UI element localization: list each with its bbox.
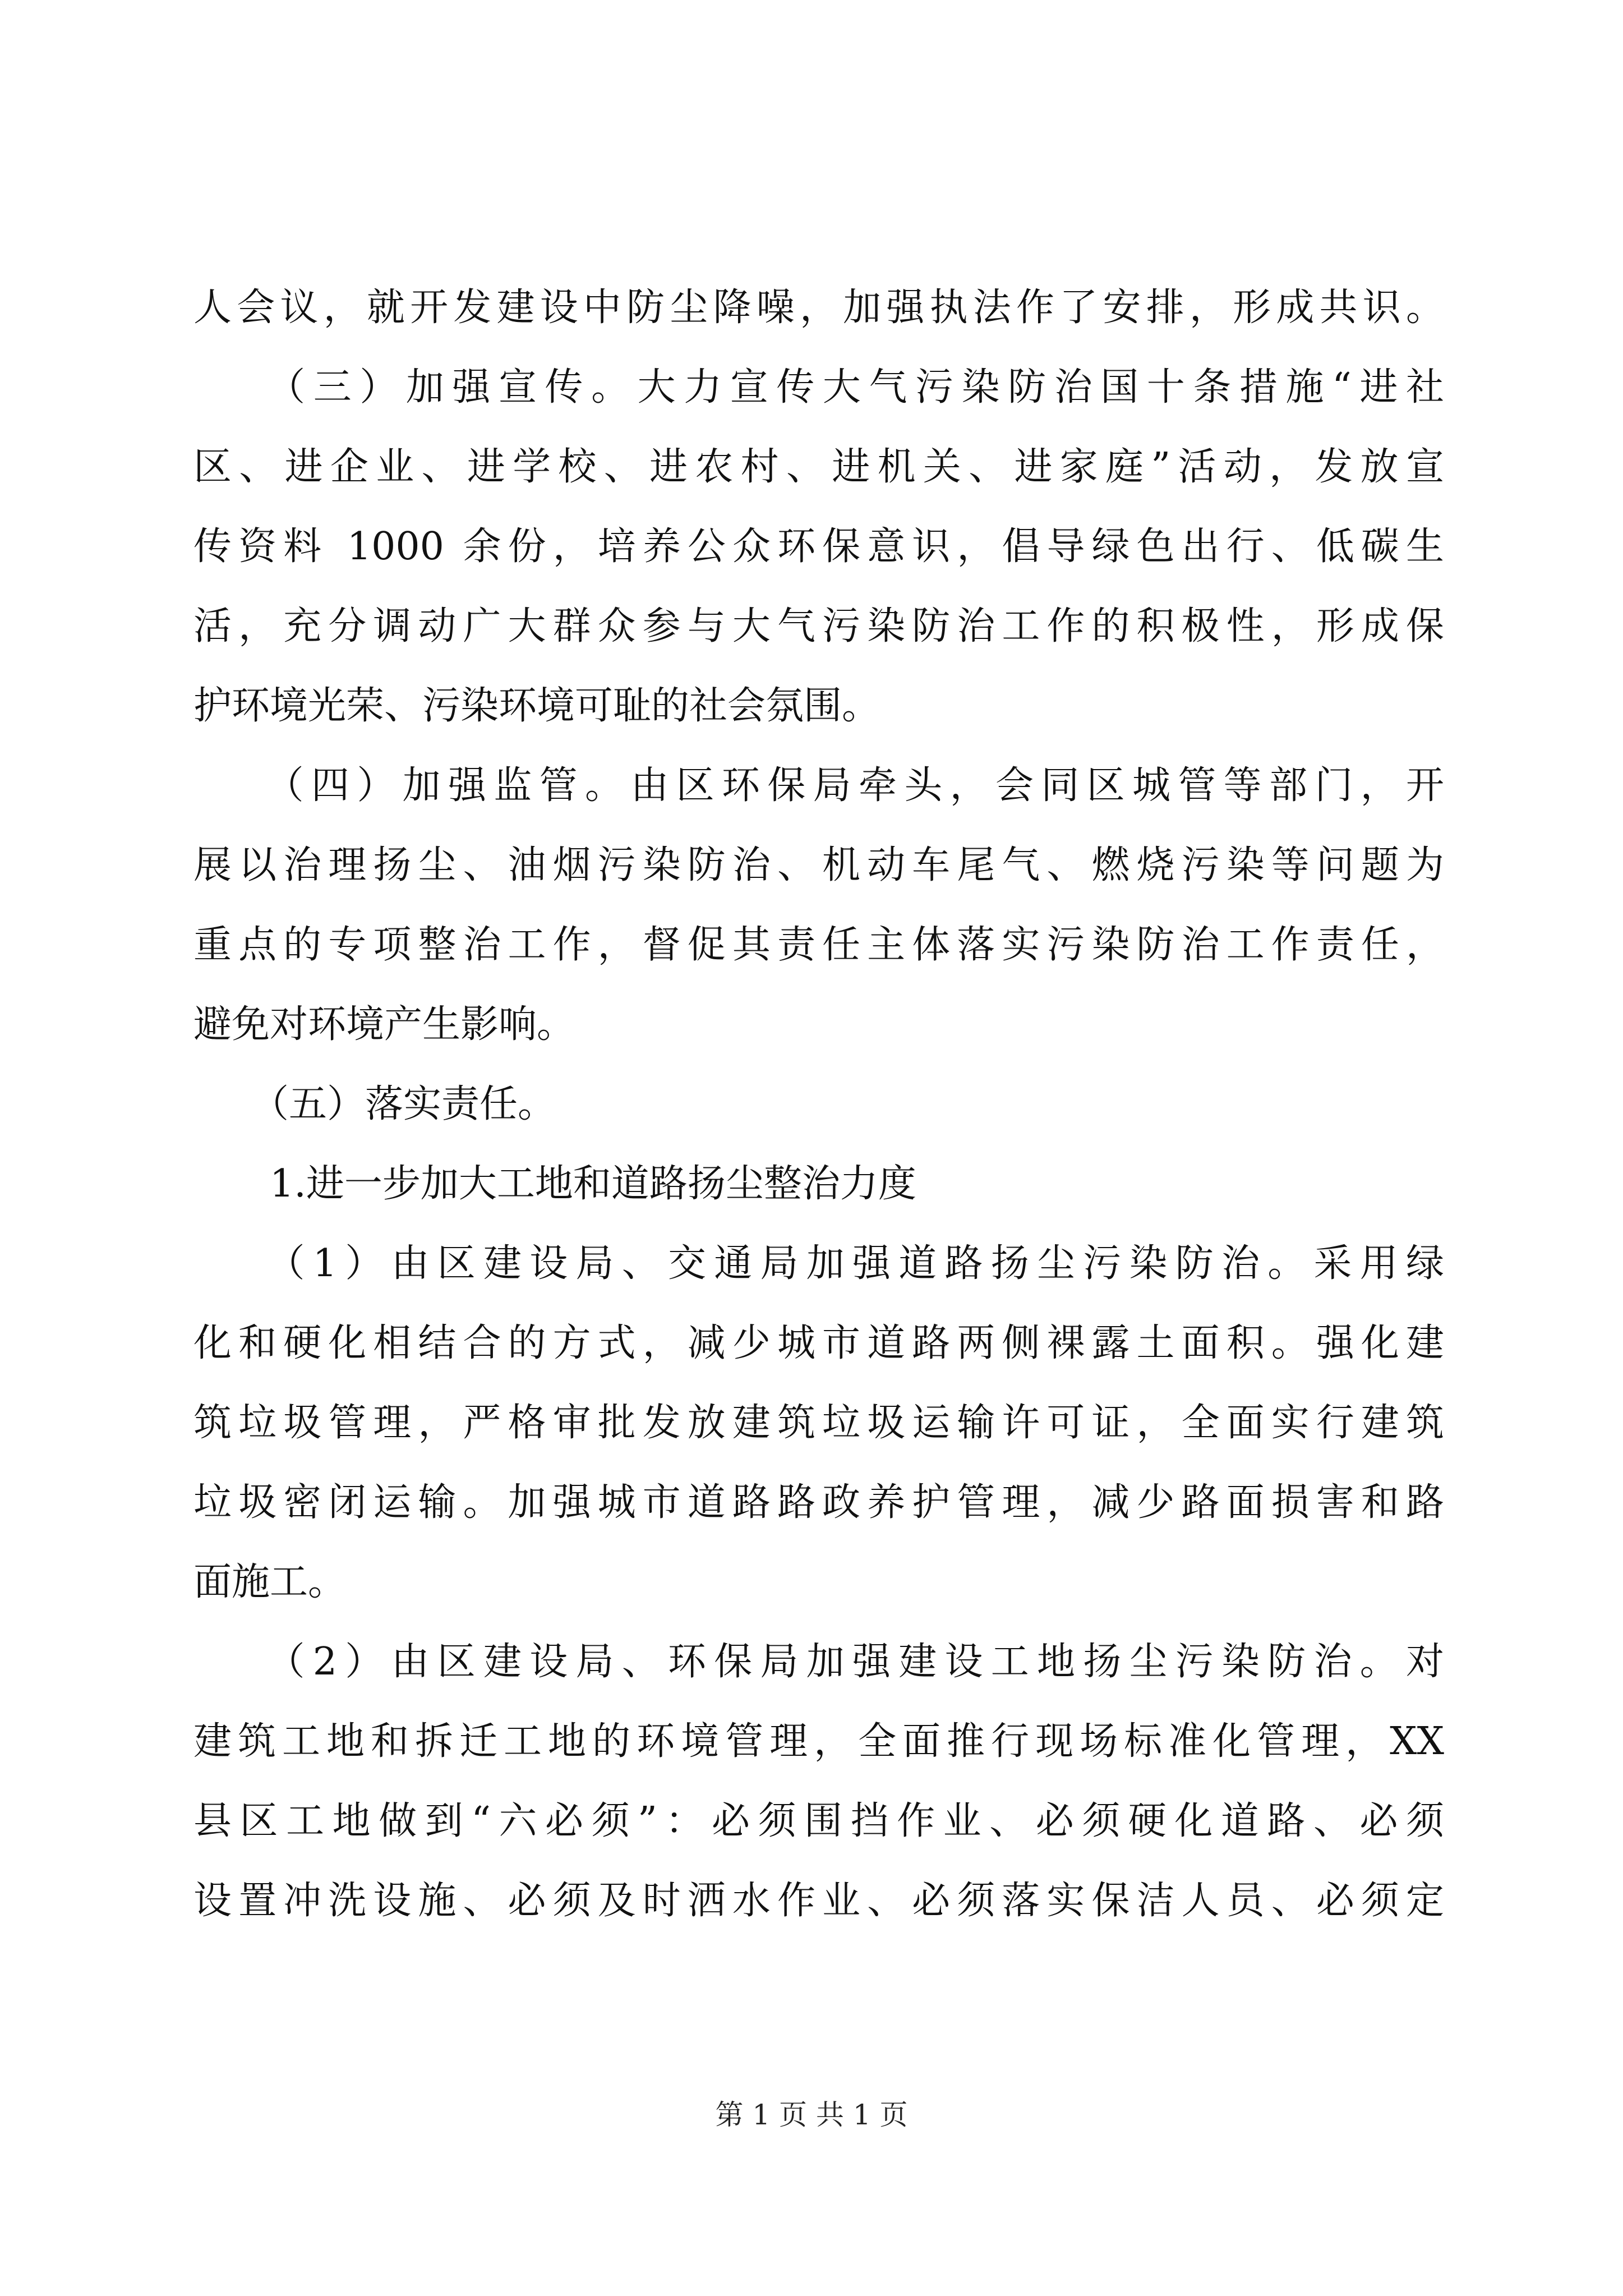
text-line: 面施工。 <box>193 1560 347 1604</box>
text-line: （三）加强宣传。大力宣传大气污染防治国十条措施“进社 <box>193 365 1444 409</box>
text-line: 设置冲洗设施、必须及时洒水作业、必须落实保洁人员、必须定 <box>193 1879 1444 1923</box>
page-footer <box>0 2095 1623 2134</box>
text-line: 护环境光荣、污染环境可耻的社会氛围。 <box>193 684 880 728</box>
text-line: 垃圾密闭运输。加强城市道路路政养护管理，减少路面损害和路 <box>193 1480 1444 1525</box>
text-line: （五）落实责任。 <box>193 1082 556 1126</box>
text-line: 展以治理扬尘、油烟污染防治、机动车尾气、燃烧污染等问题为 <box>193 843 1444 887</box>
text-line: （四）加强监管。由区环保局牵头，会同区城管等部门，开 <box>193 763 1444 808</box>
text-line: 1.进一步加大工地和道路扬尘整治力度 <box>193 1162 916 1206</box>
text-line: 避免对环境产生影响。 <box>193 1002 575 1047</box>
text-line: 县区工地做到“六必须”：必须围挡作业、必须硬化道路、必须 <box>193 1799 1444 1843</box>
text-line: （1）由区建设局、交通局加强道路扬尘污染防治。采用绿 <box>193 1241 1444 1286</box>
body-text <box>193 268 1444 1941</box>
text-line: （2）由区建设局、环保局加强建设工地扬尘污染防治。对 <box>193 1640 1444 1684</box>
text-line: 建筑工地和拆迁工地的环境管理，全面推行现场标准化管理，XX <box>193 1719 1444 1764</box>
text-line: 人会议，就开发建设中防尘降噪，加强执法作了安排，形成共识。 <box>193 286 1444 330</box>
text-line: 传资料 1000 余份，培养公众环保意识，倡导绿色出行、低碳生 <box>193 524 1444 569</box>
text-line: 重点的专项整治工作，督促其责任主体落实污染防治工作责任， <box>193 923 1444 967</box>
text-line: 化和硬化相结合的方式，减少城市道路两侧裸露土面积。强化建 <box>193 1321 1444 1365</box>
text-line: 活，充分调动广大群众参与大气污染防治工作的积极性，形成保 <box>193 604 1444 648</box>
page-number-label: 第 1 页 共 1 页 <box>715 2099 908 2131</box>
text-line: 区、进企业、进学校、进农村、进机关、进家庭”活动，发放宣 <box>193 445 1444 489</box>
text-line: 筑垃圾管理，严格审批发放建筑垃圾运输许可证，全面实行建筑 <box>193 1401 1444 1445</box>
